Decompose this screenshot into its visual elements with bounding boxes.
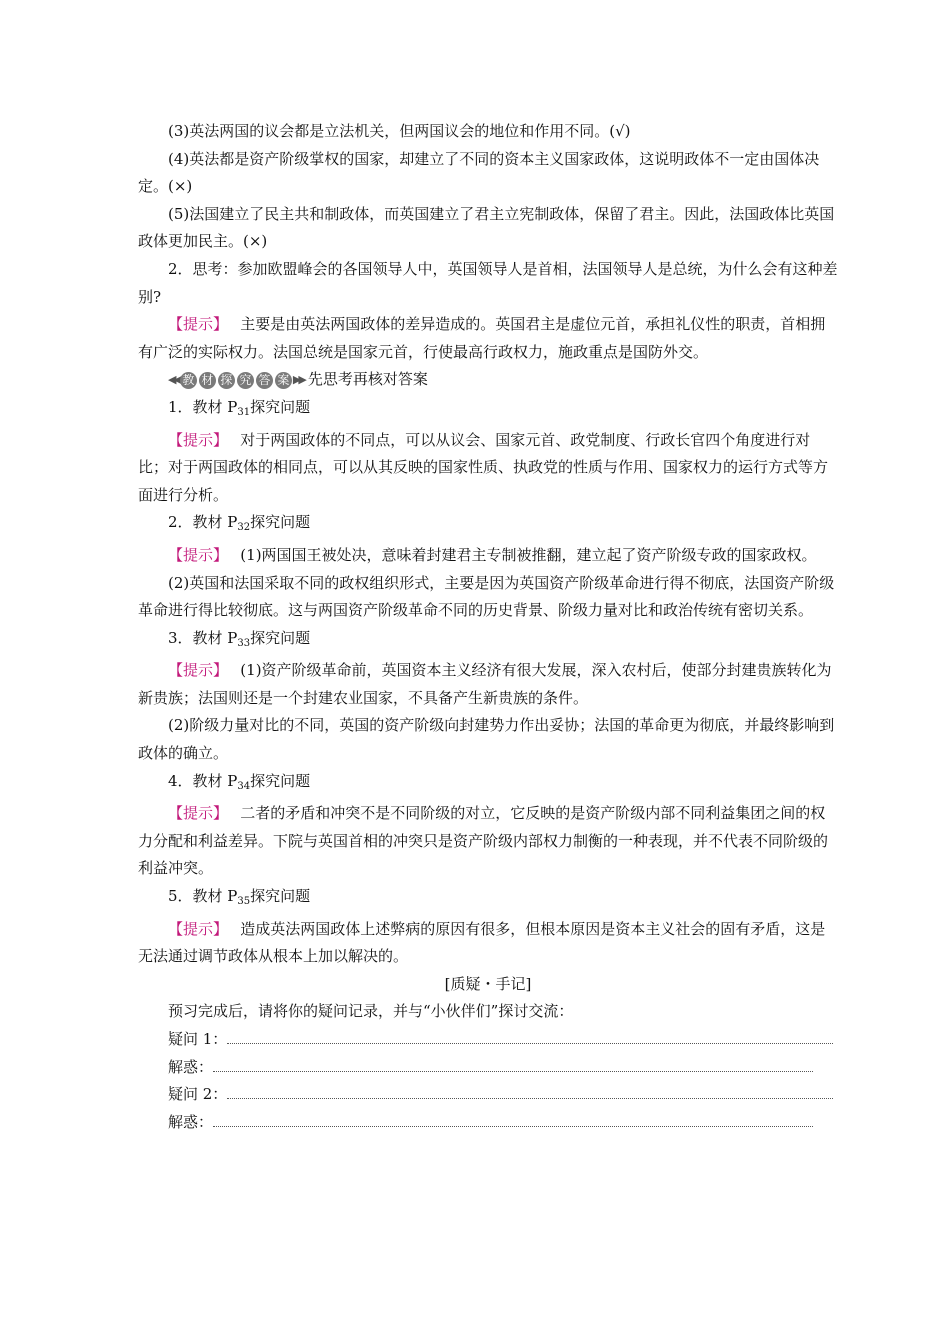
inquiry-answer: 【提示】 (1)资产阶级革命前，英国资本主义经济有很大发展，深入农村后，使部分封建贵族转化为新贵族；法国则还是一个封建农业国家，不具备产生新贵族的条件。 — [138, 661, 832, 707]
banner-char: 教 — [180, 372, 197, 389]
banner-text: 先思考再核对答案 — [307, 370, 428, 389]
fill-line[interactable] — [227, 1082, 833, 1099]
notes-row-label: 疑问 2： — [168, 1085, 228, 1104]
notes-row-label: 疑问 1： — [168, 1030, 228, 1048]
notes-title: [质疑・手记] — [444, 974, 532, 993]
banner-char: 究 — [237, 372, 254, 389]
tip-label: 【提示】 — [168, 545, 221, 564]
notes-row-label: 解惑： — [168, 1112, 214, 1131]
banner-char: 答 — [256, 372, 273, 389]
tip-text: 主要是由英法两国政体的差异造成的。英国君主是虚位元首，承担礼仪性的职责，首相拥有广泛的实际权力。法国总统是国家元首，行使最高行政权力，施政重点是国防外交。 — [138, 315, 826, 361]
fill-line[interactable] — [213, 1055, 813, 1072]
tip-label: 【提示】 — [168, 919, 221, 938]
double-left-arrow-icon: ◀◀ — [168, 373, 179, 387]
notes-intro: 预习完成后，请将你的疑问记录，并与“小伙伴们”探讨交流： — [168, 1002, 574, 1021]
fill-line[interactable] — [227, 1027, 833, 1044]
inquiry-answer: 【提示】 对于两国政体的不同点，可以从议会、国家元首、政党制度、行政长官四个角度进行对比；对于两国政体的相同点，可以从其反映的国家性质、执政党的性质与作用、国家权力的运行方式等方面进行分析。 — [138, 430, 829, 504]
document-page — [138, 118, 838, 1136]
tip-label: 【提示】 — [168, 661, 221, 680]
inquiry-answer: 【提示】 造成英法两国政体上述弊病的原因有很多，但根本原因是资本主义社会的固有矛盾，这是无法通过调节政体从根本上加以解决的。 — [138, 919, 826, 966]
banner-char: 探 — [218, 372, 235, 389]
notes-row — [138, 1026, 838, 1054]
inquiry-answer: 【提示】 (1)两国国王被处决，意味着封建君主专制被推翻，建立起了资产阶级专政的国家政权。 — [168, 545, 817, 564]
notes-row — [138, 1109, 838, 1137]
inquiry-heading: 5．教材 $P_{35}$探究问题 — [168, 887, 311, 908]
judge-item-3: (3)英法两国的议会都是立法机关，但两国议会的地位和作用不同。(√) — [168, 122, 631, 140]
inquiry-heading: 1．教材 $P_{31}$探究问题 — [168, 397, 311, 418]
double-right-arrow-icon: ▶▶ — [292, 373, 304, 387]
tip-label: 【提示】 — [168, 315, 221, 334]
inquiry-answer-cont: (2)阶级力量对比的不同，英国的资产阶级向封建势力作出妥协；法国的革命更为彻底，并最终影响到政体的确立。 — [138, 716, 835, 763]
banner-char: 材 — [199, 372, 216, 389]
notes-row-label: 解惑： — [168, 1057, 214, 1076]
inquiry-answer-cont: (2)英国和法国采取不同的政权组织形式，主要是因为英国资产阶级革命进行得不彻底，法国资产阶级革命进行得比较彻底。这与两国资产阶级革命不同的历史背景、阶级力量对比和政治传统有密切关系。 — [138, 573, 835, 620]
tip-label: 【提示】 — [168, 804, 221, 823]
think-question: 2．思考：参加欧盟峰会的各国领导人中，英国领导人是首相，法国领导人是总统，为什么会有这种差别? — [138, 259, 838, 306]
fill-line[interactable] — [213, 1110, 813, 1127]
inquiry-answer: 【提示】 二者的矛盾和冲突不是不同阶级的对立，它反映的是资产阶级内部不同利益集团之间的权力分配和利益差异。下院与英国首相的冲突只是资产阶级内部权力制衡的一种表现，并不代表不同阶级的利益冲突。 — [138, 804, 829, 878]
banner-graphic — [168, 366, 304, 394]
notes-row — [138, 1054, 838, 1082]
think-answer — [138, 311, 838, 366]
banner-char: 案 — [275, 372, 292, 389]
tip-label: 【提示】 — [168, 430, 221, 449]
judge-item-5: (5)法国建立了民主共和制政体，而英国建立了君主立宪制政体，保留了君主。因此，法国政体比英国政体更加民主。(×) — [138, 204, 835, 251]
inquiry-heading: 3．教材 $P_{33}$探究问题 — [168, 628, 311, 649]
inquiry-heading: 2．教材 $P_{32}$探究问题 — [168, 513, 311, 534]
judge-item-4: (4)英法都是资产阶级掌权的国家，却建立了不同的资本主义国家政体，这说明政体不一定由国体决定。(×) — [138, 149, 820, 196]
notes-row — [138, 1081, 838, 1109]
inquiry-heading: 4．教材 $P_{34}$探究问题 — [168, 771, 311, 792]
answer-banner — [138, 366, 838, 394]
